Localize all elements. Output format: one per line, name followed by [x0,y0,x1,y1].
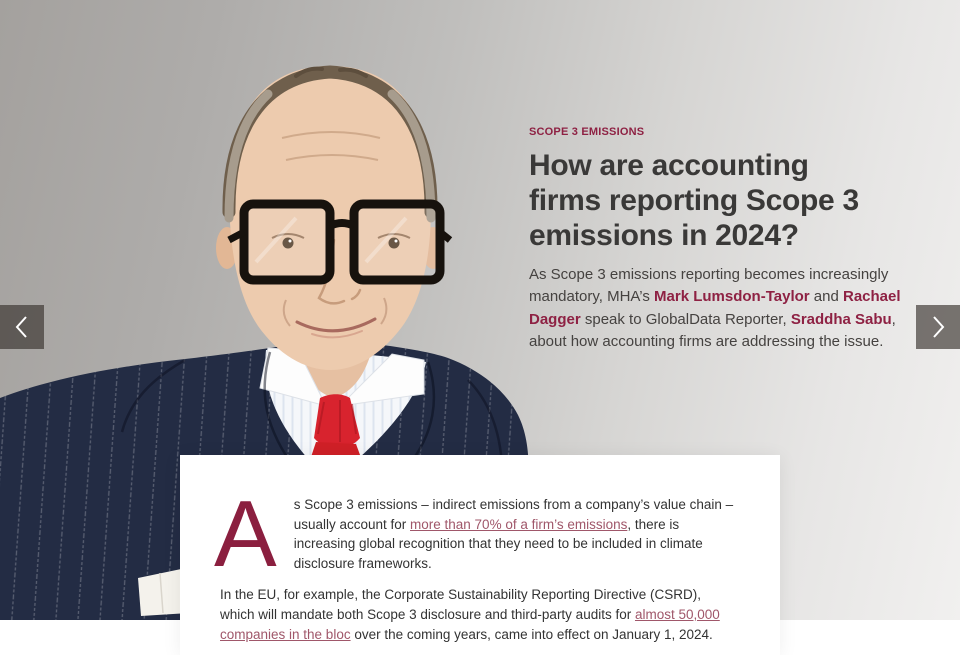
title-line: How are accounting [529,149,809,182]
text-segment: s Scope 3 emissions – indirect emissions from a company’s value chain – usually account for [293,497,734,532]
headline-block [529,126,909,354]
text-segment: Mark Lumsdon-Taylor [654,288,810,306]
text-segment: over the coming years, came into effect on January 1, 2024. [350,626,713,642]
text-segment: , there is increasing global recognition that they need to be included in climate disclosure frameworks. [293,516,703,571]
text-segment: Sraddha Sabu [790,310,892,328]
paragraph-1-text [294,497,733,571]
inline-link[interactable]: more than 70% of a firm’s emissions [410,516,628,532]
body-paragraph-1 [214,481,738,586]
text-segment: Rachael Dagger [529,288,901,328]
page-title [529,148,909,253]
drop-cap: A [214,481,277,586]
text-segment: In the EU, for example, the Corporate Sustainability Reporting Directive (CSRD), which will mandate both Scope 3 disclosure and third-party audits for [220,587,701,622]
man-head [216,66,450,370]
article-standfirst [529,264,909,354]
title-line: emissions in 2024? [529,219,799,252]
title-line: firms reporting Scope 3 [529,184,859,217]
text-segment: speak to GlobalData Reporter, [580,310,791,328]
carousel-prev-button[interactable] [0,305,44,349]
category-label: SCOPE 3 EMISSIONS [529,126,645,138]
body-paragraph-2 [220,585,738,644]
text-segment: As Scope 3 emissions reporting becomes increasingly mandatory, MHA’s [529,266,889,306]
text-segment: , about how accounting firms are addressing the issue. [529,310,896,351]
text-segment: and [809,288,843,306]
chevron-left-icon [12,314,32,340]
inline-link[interactable]: almost 50,000 companies in the bloc [220,606,720,642]
article-body-card [180,455,780,655]
chevron-right-icon [928,314,948,340]
carousel-next-button[interactable] [916,305,960,349]
